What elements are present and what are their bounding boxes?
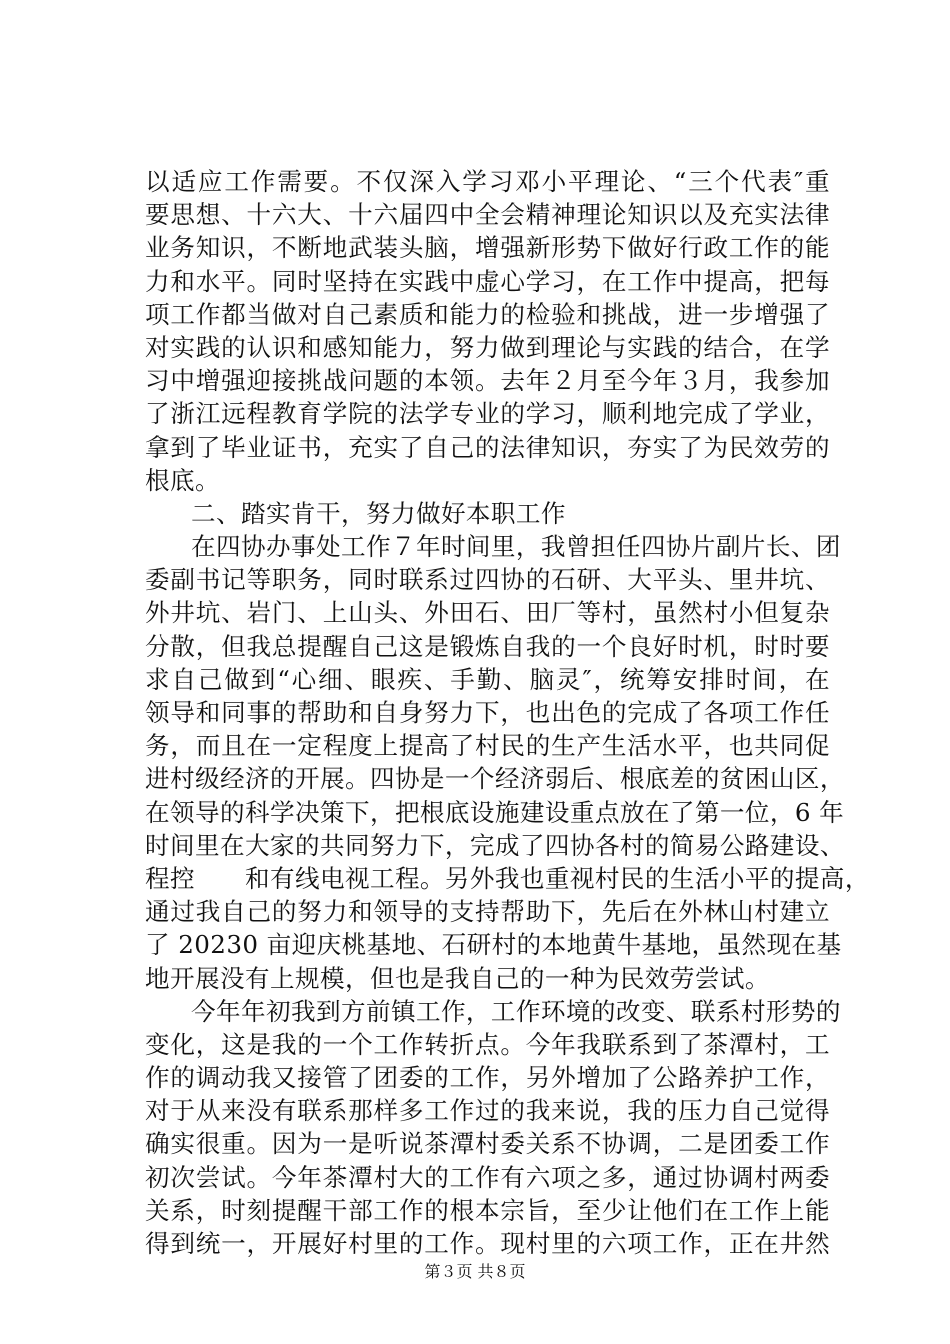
page-number: 第３页 共８页	[424, 1262, 526, 1281]
document-body	[145, 165, 870, 1260]
text-line: 得到统一，开展好村里的工作。现村里的六项工作，正在井然	[145, 1229, 830, 1258]
text-line: 进村级经济的开展。四协是一个经济弱后、根底差的贫困山区，	[145, 764, 845, 794]
text-line: 根底。	[145, 465, 220, 495]
text-line: 分散，但我总提醒自己这是锻炼自我的一个良好时机，时时要	[145, 631, 830, 661]
text-line: 初次尝试。今年茶潭村大的工作有六项之多，通过协调村两委	[145, 1162, 830, 1192]
text-line: 要思想、十六大、十六届四中全会精神理论知识以及充实法律	[145, 200, 830, 230]
text-line: 求自己做到“心细、眼疾、手勤、脑灵″，统筹安排时间，在	[145, 664, 830, 694]
page-footer	[0, 1262, 950, 1282]
text-line: 务，而且在一定程度上提高了村民的生产生活水平，也共同促	[145, 731, 830, 761]
text-line: 领导和同事的帮助和自身努力下，也出色的完成了各项工作任	[145, 698, 830, 727]
text-line: 程控 和有线电视工程。另外我也重视村民的生活小平的提高，	[145, 863, 870, 893]
text-line: 确实很重。因为一是听说茶潭村委关系不协调，二是团委工作	[145, 1129, 830, 1159]
text-line: 习中增强迎接挑战问题的本领。去年２月至今年３月，我参加	[145, 366, 830, 396]
section-heading: 二、踏实肯干，努力做好本职工作	[191, 498, 566, 528]
text-line: 变化，这是我的一个工作转折点。今年我联系到了茶潭村，工	[145, 1029, 830, 1059]
text-line: 了浙江远程教育学院的法学专业的学习，顺利地完成了学业，	[145, 399, 830, 429]
text-line: 了 20230 亩迎庆桃基地、石研村的本地黄牛基地，虽然现在基	[145, 930, 842, 960]
text-line: 在领导的科学决策下，把根底设施建设重点放在了第一位，6 年	[145, 797, 845, 827]
text-line: 对实践的认识和感知能力，努力做到理论与实践的结合，在学	[145, 332, 830, 362]
text-line: 拿到了毕业证书，充实了自己的法律知识，夯实了为民效劳的	[145, 432, 830, 462]
text-line: 对于从来没有联系那样多工作过的我来说，我的压力自己觉得	[145, 1096, 830, 1126]
text-line: 时间里在大家的共同努力下，完成了四协各村的简易公路建设、	[145, 830, 845, 860]
text-line: 在四协办事处工作７年时间里，我曾担任四协片副片长、团	[191, 532, 841, 562]
text-line: 委副书记等职务，同时联系过四协的石研、大平头、里井坑、	[145, 565, 830, 595]
text-line: 关系，时刻提醒干部工作的根本宗旨，至少让他们在工作上能	[145, 1195, 830, 1225]
text-line: 地开展没有上规模，但也是我自己的一种为民效劳尝试。	[145, 963, 770, 993]
text-line: 以适应工作需要。不仅深入学习邓小平理论、“三个代表″重	[145, 167, 830, 196]
text-line: 力和水平。同时坚持在实践中虚心学习，在工作中提高，把每	[145, 266, 830, 296]
text-line: 作的调动我又接管了团委的工作，另外增加了公路养护工作，	[145, 1063, 830, 1093]
text-line: 通过我自己的努力和领导的支持帮助下，先后在外林山村建立	[145, 897, 830, 927]
text-line: 外井坑、岩门、上山头、外田石、田厂等村，虽然村小但复杂	[145, 598, 830, 628]
text-line: 今年年初我到方前镇工作，工作环境的改变、联系村形势的	[191, 996, 841, 1026]
text-line: 业务知识，不断地武装头脑，增强新形势下做好行政工作的能	[145, 233, 830, 263]
text-line: 项工作都当做对自己素质和能力的检验和挑战，进一步增强了	[145, 299, 830, 329]
